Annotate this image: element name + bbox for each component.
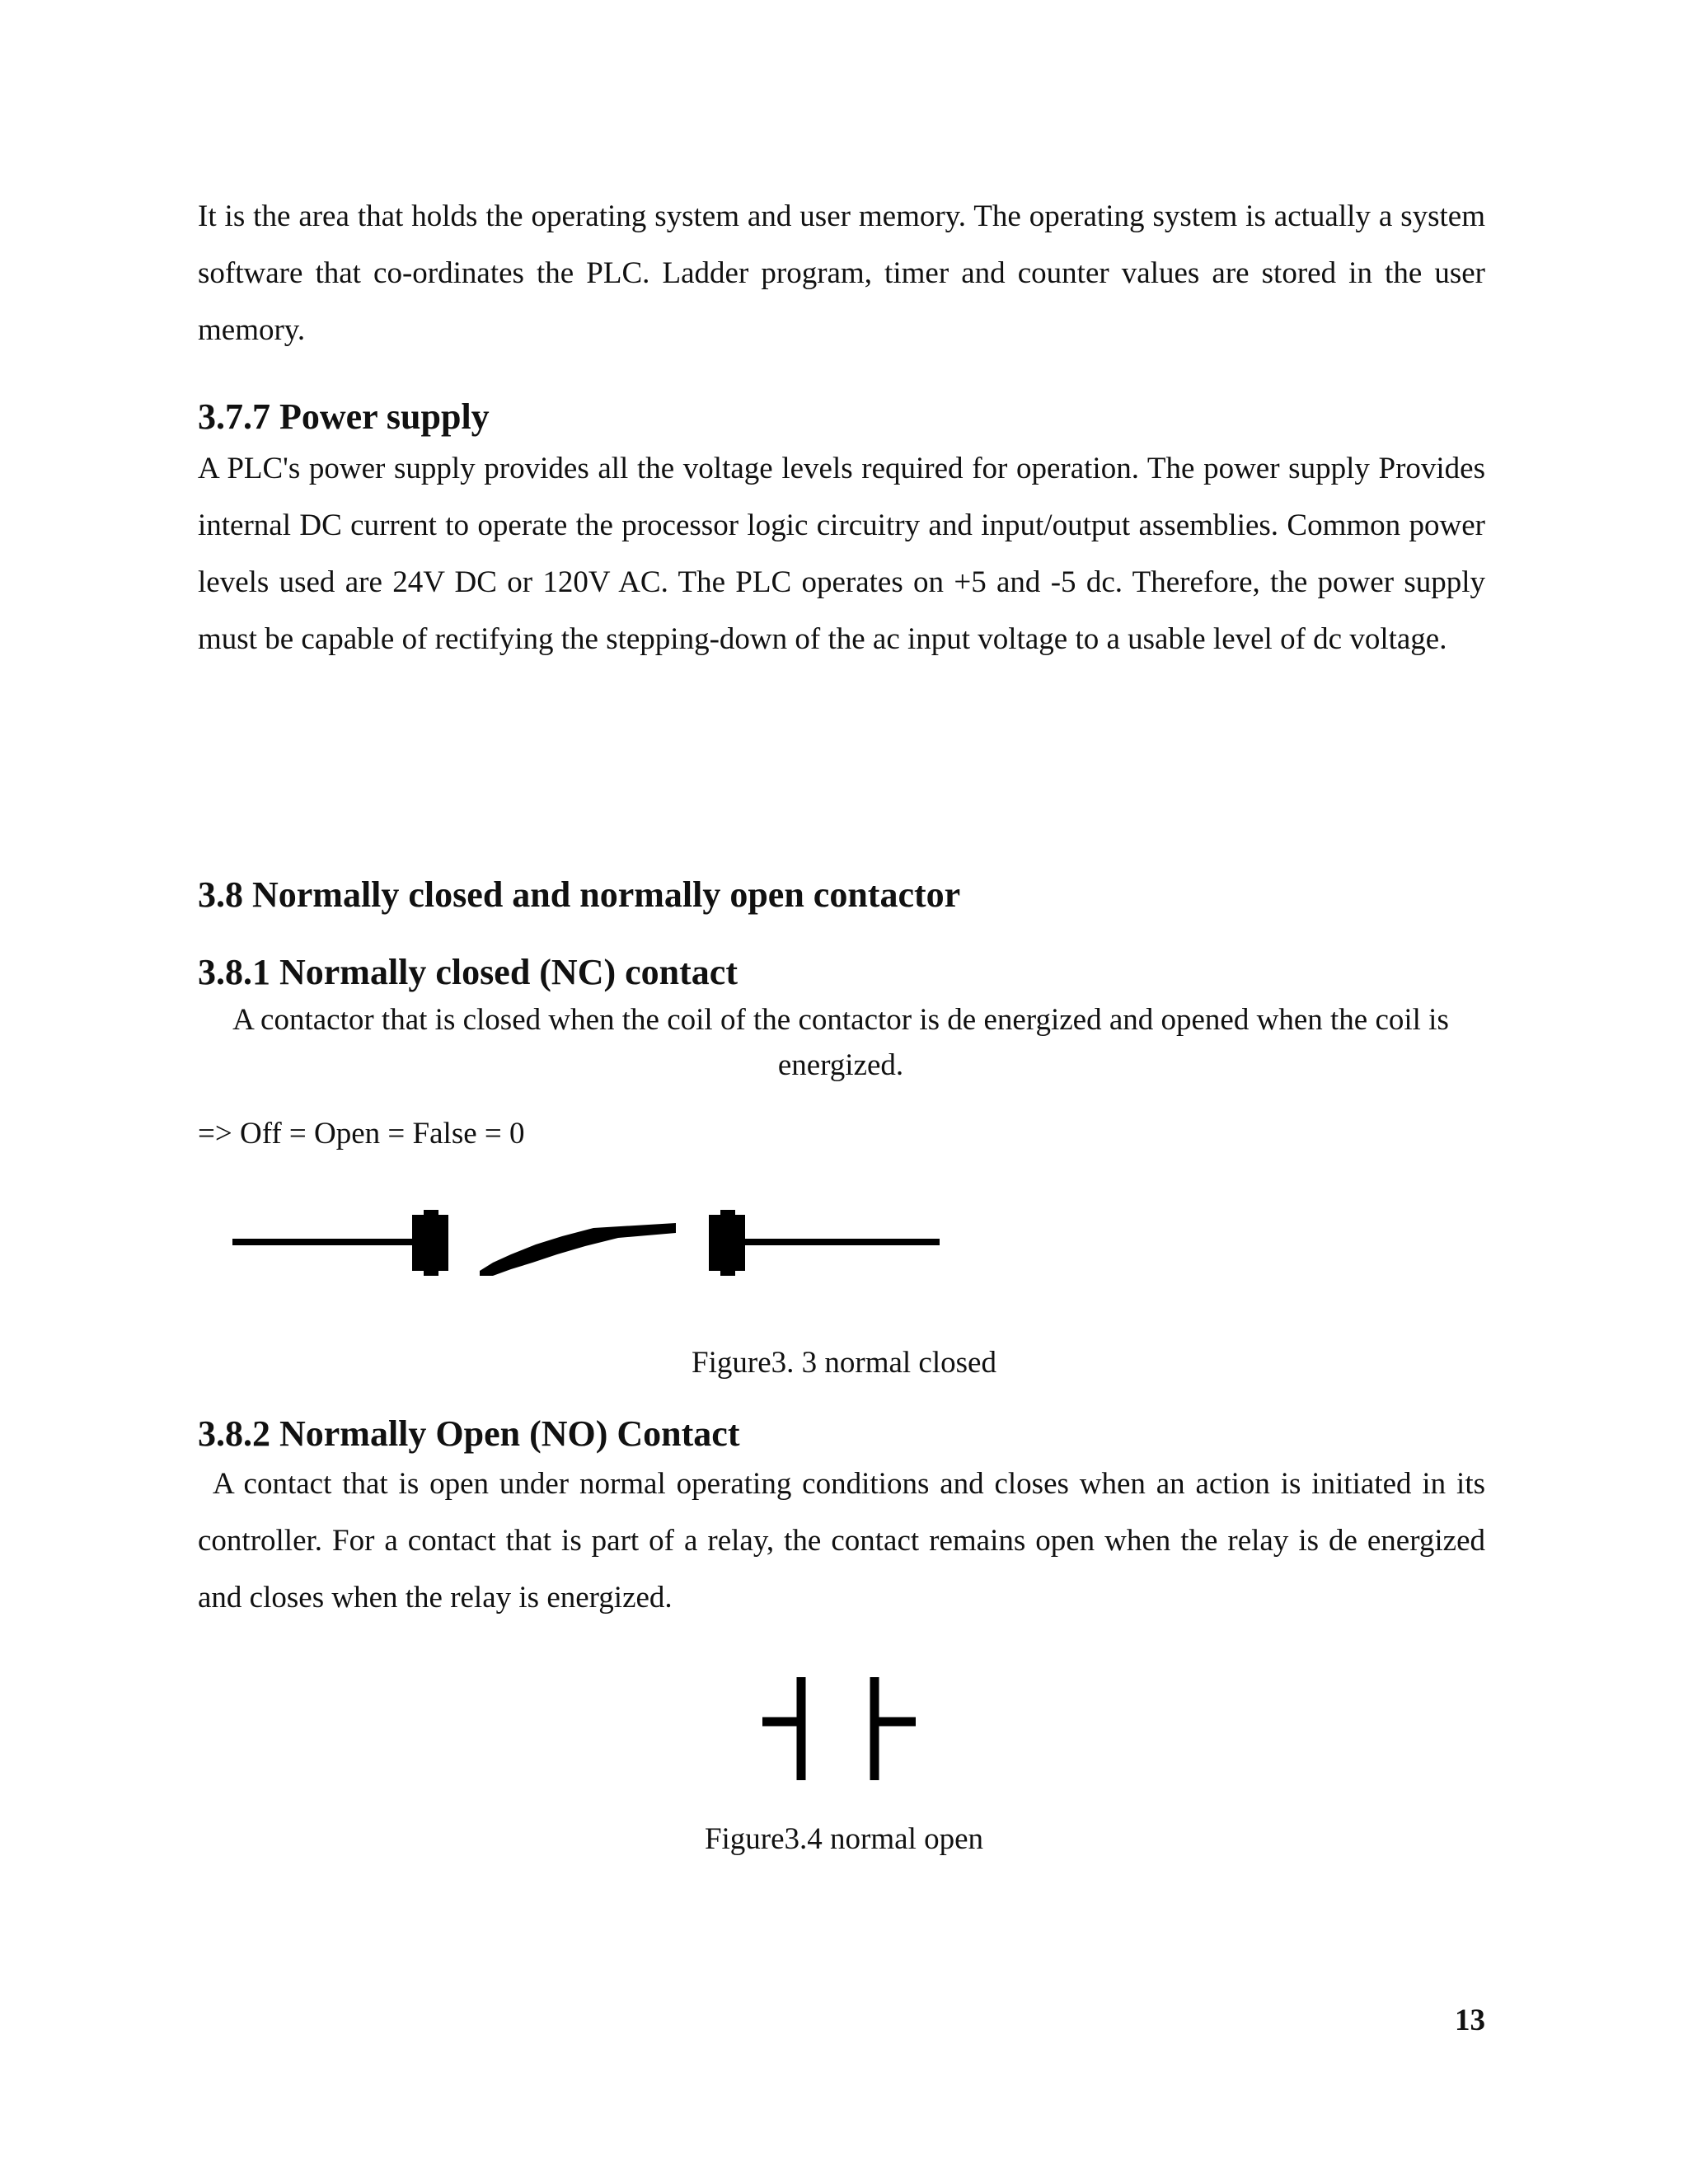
no-heading: 3.8.2 Normally Open (NO) Contact xyxy=(198,1413,740,1454)
normally-open-symbol xyxy=(754,1673,935,1788)
power-supply-paragraph: A PLC's power supply provides all the voltage levels required for operation. The power supply Provides internal DC current to operate the processor logic circuitry and input/output assemblies. Common power levels used are 24V DC or 120V AC. The PLC operates on +5 and -5 dc. Therefore, the power supply must be capable of rectifying the stepping-down of the ac input voltage to a usable level of dc voltage. xyxy=(198,452,1485,656)
page-number: 13 xyxy=(1455,2004,1485,2037)
nc-heading: 3.8.1 Normally closed (NC) contact xyxy=(198,952,738,992)
nc-state: => Off = Open = False = 0 xyxy=(198,1117,525,1151)
power-supply-heading: 3.7.7 Power supply xyxy=(198,396,490,437)
memory-paragraph: It is the area that holds the operating system and user memory. The operating system is actually a system software that co-ordinates the PLC. Ladder program, timer and counter values are stored in the user memory. xyxy=(198,199,1485,347)
figure-3-3-caption: Figure3. 3 normal closed xyxy=(692,1346,996,1380)
section-3-8 xyxy=(198,872,1485,918)
memory-paragraph-block xyxy=(198,188,1485,359)
no-description-block xyxy=(198,1455,1485,1626)
nc-description-block xyxy=(223,997,1459,1088)
power-supply-section xyxy=(198,394,1485,668)
no-section xyxy=(198,1411,1485,1457)
no-description: A contact that is open under normal operating conditions and closes when an action is initiated in its controller. For a contact that is part of a relay, the contact remains open when the relay is de energized and closes when the relay is energized. xyxy=(198,1467,1485,1615)
normally-closed-symbol xyxy=(231,1203,956,1294)
nc-description: A contactor that is closed when the coil of the contactor is de energized and opened when the coil is energized. xyxy=(232,1003,1449,1082)
nc-section xyxy=(198,949,1485,996)
figure-3-4-caption: Figure3.4 normal open xyxy=(704,1822,984,1856)
section-3-8-heading: 3.8 Normally closed and normally open contactor xyxy=(198,874,961,915)
